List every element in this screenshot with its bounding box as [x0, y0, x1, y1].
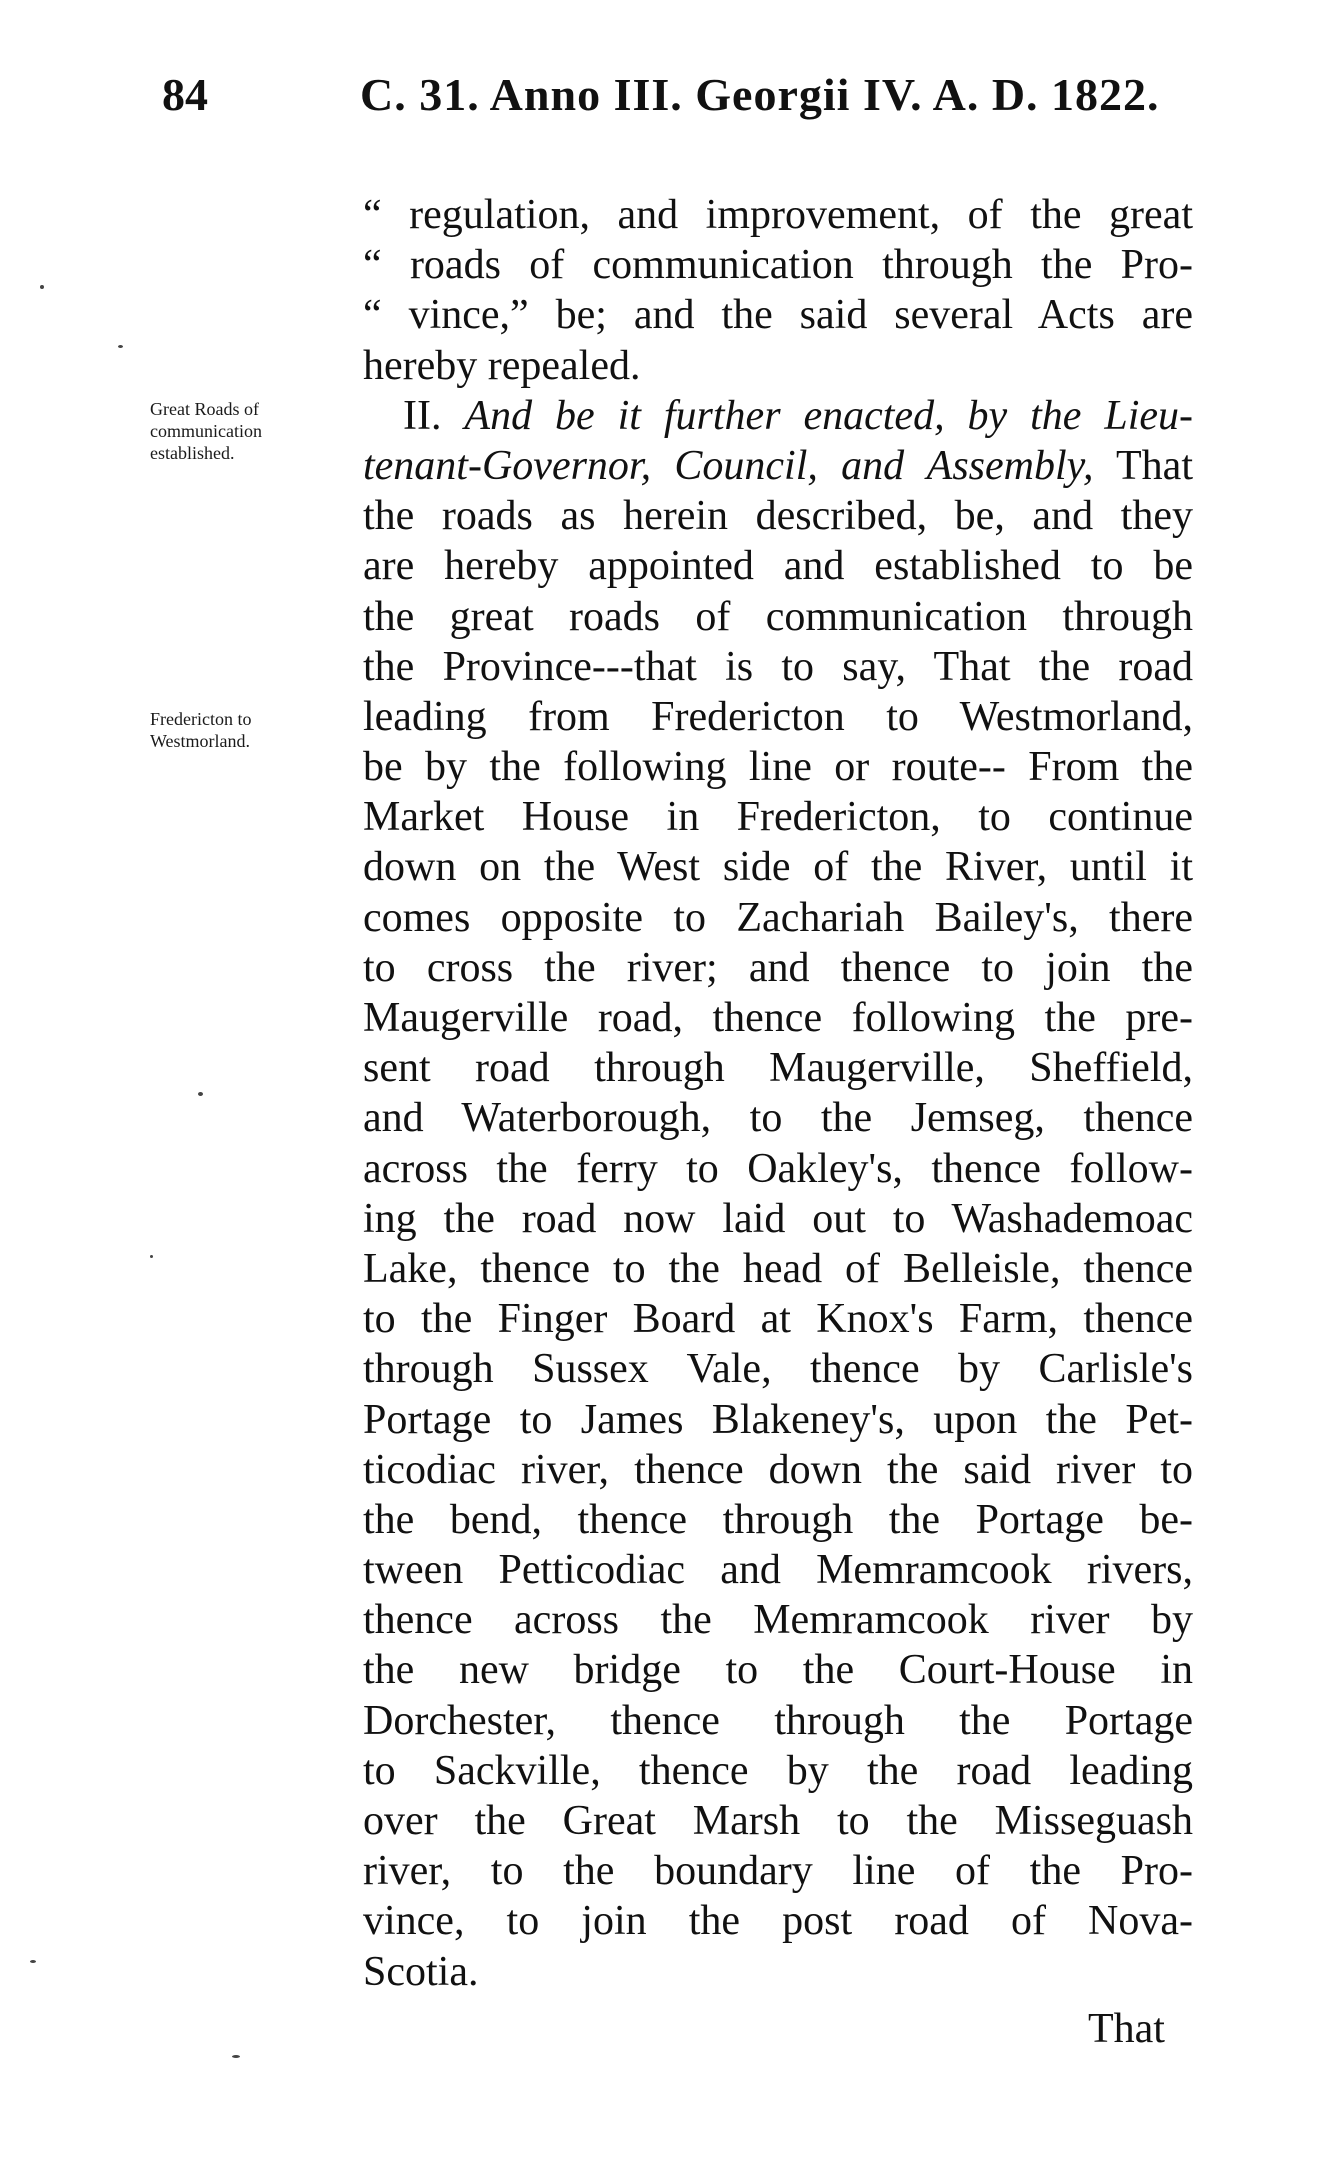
body-line: vince, to join the post road of Nova-: [363, 1898, 1193, 1945]
scan-speck: [150, 1255, 153, 1258]
body-line: down on the West side of the River, until it: [363, 844, 1193, 891]
body-line: [363, 391, 1193, 441]
body-line: the roads as herein described, be, and they: [363, 493, 1193, 540]
body-line: Scotia.: [363, 1948, 479, 1995]
body-line: “ regulation, and improvement, of the great: [363, 192, 1193, 238]
scan-speck: [198, 1092, 203, 1096]
body-line: Lake, thence to the head of Belleisle, thence: [363, 1245, 1193, 1292]
body-line: are hereby appointed and established to be: [363, 543, 1193, 590]
body-line: and Waterborough, to the Jemseg, thence: [363, 1095, 1193, 1142]
scan-speck: [30, 1960, 36, 1963]
body-line: to the Finger Board at Knox's Farm, thence: [363, 1296, 1193, 1343]
body-line: be by the following line or route-- From the: [363, 744, 1193, 791]
body-line: thence across the Memramcook river by: [363, 1597, 1193, 1644]
enacting-clause-italic: And be it further enacted, by the Lieu-: [464, 392, 1193, 439]
catchword: That: [1088, 2006, 1165, 2052]
scan-speck: [118, 345, 123, 348]
body-line: to cross the river; and thence to join the: [363, 944, 1193, 991]
body-line: comes opposite to Zachariah Bailey's, there: [363, 894, 1193, 941]
body-line: over the Great Marsh to the Misseguash: [363, 1798, 1193, 1844]
body-line: [363, 441, 1193, 491]
margin-note-great-roads: Great Roads of communication established.: [150, 399, 262, 463]
section-number: II.: [403, 392, 465, 439]
body-line: through Sussex Vale, thence by Carlisle's: [363, 1346, 1193, 1393]
body-text: [363, 190, 1193, 1997]
body-line: the new bridge to the Court-House in: [363, 1647, 1193, 1694]
body-line: Market House in Fredericton, to continue: [363, 794, 1193, 841]
scan-speck: [40, 285, 44, 289]
clause-text: That: [1093, 442, 1193, 489]
body-line: tween Petticodiac and Memramcook rivers,: [363, 1547, 1193, 1594]
body-line: the great roads of communication through: [363, 593, 1193, 640]
body-line: sent road through Maugerville, Sheffield,: [363, 1045, 1193, 1092]
body-line: hereby repealed.: [363, 342, 641, 389]
running-title: C. 31. Anno III. Georgii IV. A. D. 1822.: [360, 69, 1160, 120]
body-line: leading from Fredericton to Westmorland,: [363, 693, 1193, 740]
margin-note-fredericton-westmorland: Fredericton to Westmorland.: [150, 709, 252, 751]
body-line: river, to the boundary line of the Pro-: [363, 1848, 1193, 1895]
running-header: [150, 60, 1200, 140]
body-line: to Sackville, thence by the road leading: [363, 1747, 1193, 1794]
enacting-clause-italic: tenant-Governor, Council, and Assembly,: [363, 442, 1094, 489]
body-line: the bend, thence through the Portage be-: [363, 1496, 1193, 1543]
body-line: ing the road now laid out to Washademoac: [363, 1195, 1193, 1242]
body-line: ticodiac river, thence down the said river to: [363, 1446, 1193, 1493]
body-line: across the ferry to Oakley's, thence follow-: [363, 1145, 1193, 1192]
body-line: “ vince,” be; and the said several Acts are: [363, 292, 1193, 339]
body-line: the Province---that is to say, That the road: [363, 643, 1193, 690]
scan-speck: [232, 2055, 240, 2058]
body-line: Dorchester, thence through the Portage: [363, 1697, 1193, 1744]
page-number: 84: [162, 69, 208, 120]
body-line: Portage to James Blakeney's, upon the Pet-: [363, 1396, 1193, 1443]
body-line: “ roads of communication through the Pro-: [363, 242, 1193, 289]
body-line: Maugerville road, thence following the pre-: [363, 995, 1193, 1041]
